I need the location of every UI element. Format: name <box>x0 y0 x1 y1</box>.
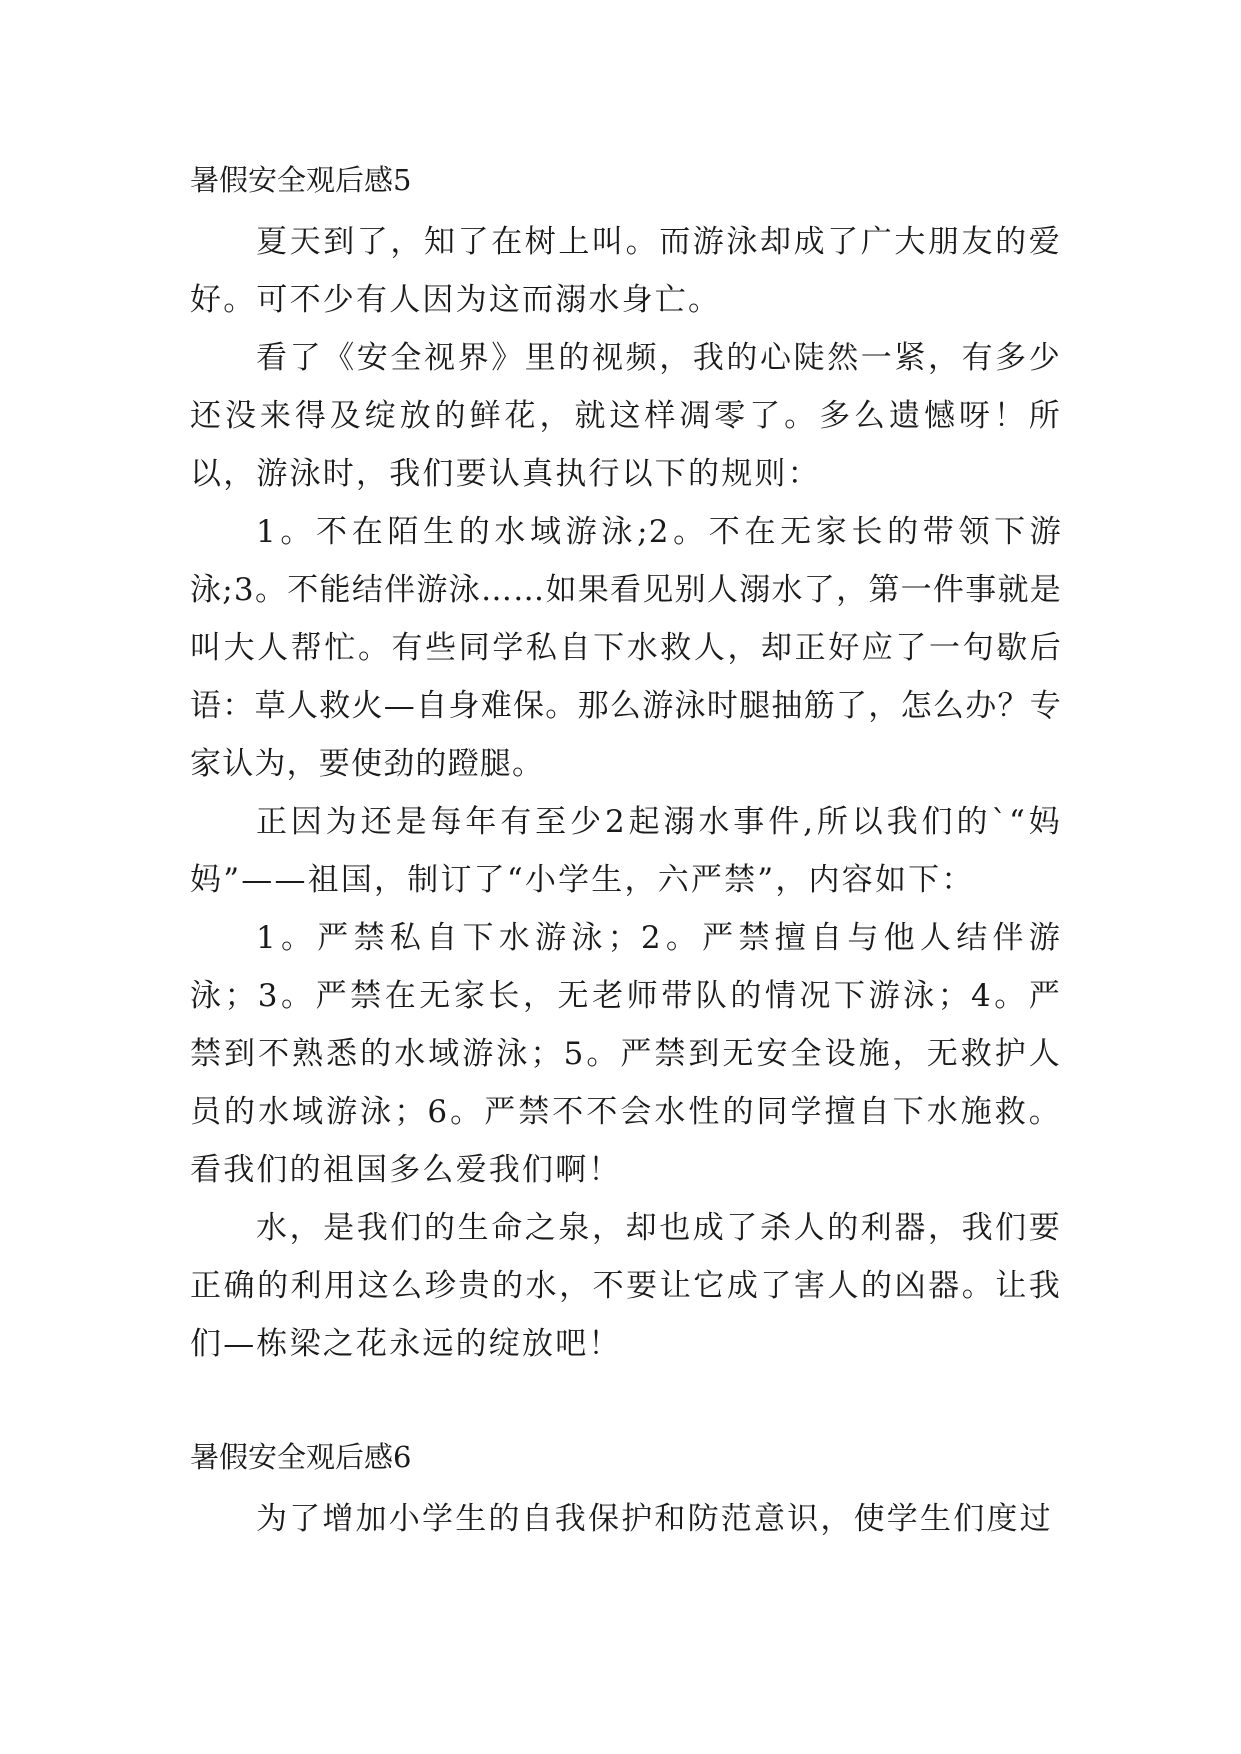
document-page <box>190 158 1062 1548</box>
paragraph: 正因为还是每年有至少2起溺水事件,所以我们的`“妈妈”——祖国，制订了“小学生，六严禁”，内容如下： <box>190 804 1062 898</box>
section-spacer <box>190 1373 1062 1435</box>
paragraph: 1。不在陌生的水域游泳;2。不在无家长的带领下游泳;3。不能结伴游泳……如果看见别人溺水了，第一件事就是叫大人帮忙。有些同学私自下水救人，却正好应了一句歇后语：草人救火—自身难保。那么游泳时腿抽筋了，怎么办？专家认为，要使劲的蹬腿。 <box>190 514 1062 782</box>
paragraph: 夏天到了，知了在树上叫。而游泳却成了广大朋友的爱好。可不少有人因为这而溺水身亡。 <box>190 224 1062 318</box>
paragraph: 看了《安全视界》里的视频，我的心陡然一紧，有多少还没来得及绽放的鲜花，就这样凋零了。多么遗憾呀！所以，游泳时，我们要认真执行以下的规则： <box>190 340 1062 492</box>
essay-section-6 <box>190 1435 1062 1548</box>
paragraph: 水，是我们的生命之泉，却也成了杀人的利器，我们要正确的利用这么珍贵的水，不要让它成了害人的凶器。让我们—栋梁之花永远的绽放吧！ <box>190 1210 1062 1362</box>
paragraph: 为了增加小学生的自我保护和防范意识，使学生们度过 <box>256 1501 1053 1537</box>
essay-section-5 <box>190 158 1062 1373</box>
section-title: 暑假安全观后感6 <box>190 1440 412 1474</box>
section-title: 暑假安全观后感5 <box>190 163 412 197</box>
paragraph: 1。严禁私自下水游泳；2。严禁擅自与他人结伴游泳；3。严禁在无家长，无老师带队的情况下游泳；4。严禁到不熟悉的水域游泳；5。严禁到无安全设施，无救护人员的水域游泳；6。严禁不不会水性的同学擅自下水施救。看我们的祖国多么爱我们啊！ <box>190 920 1062 1188</box>
